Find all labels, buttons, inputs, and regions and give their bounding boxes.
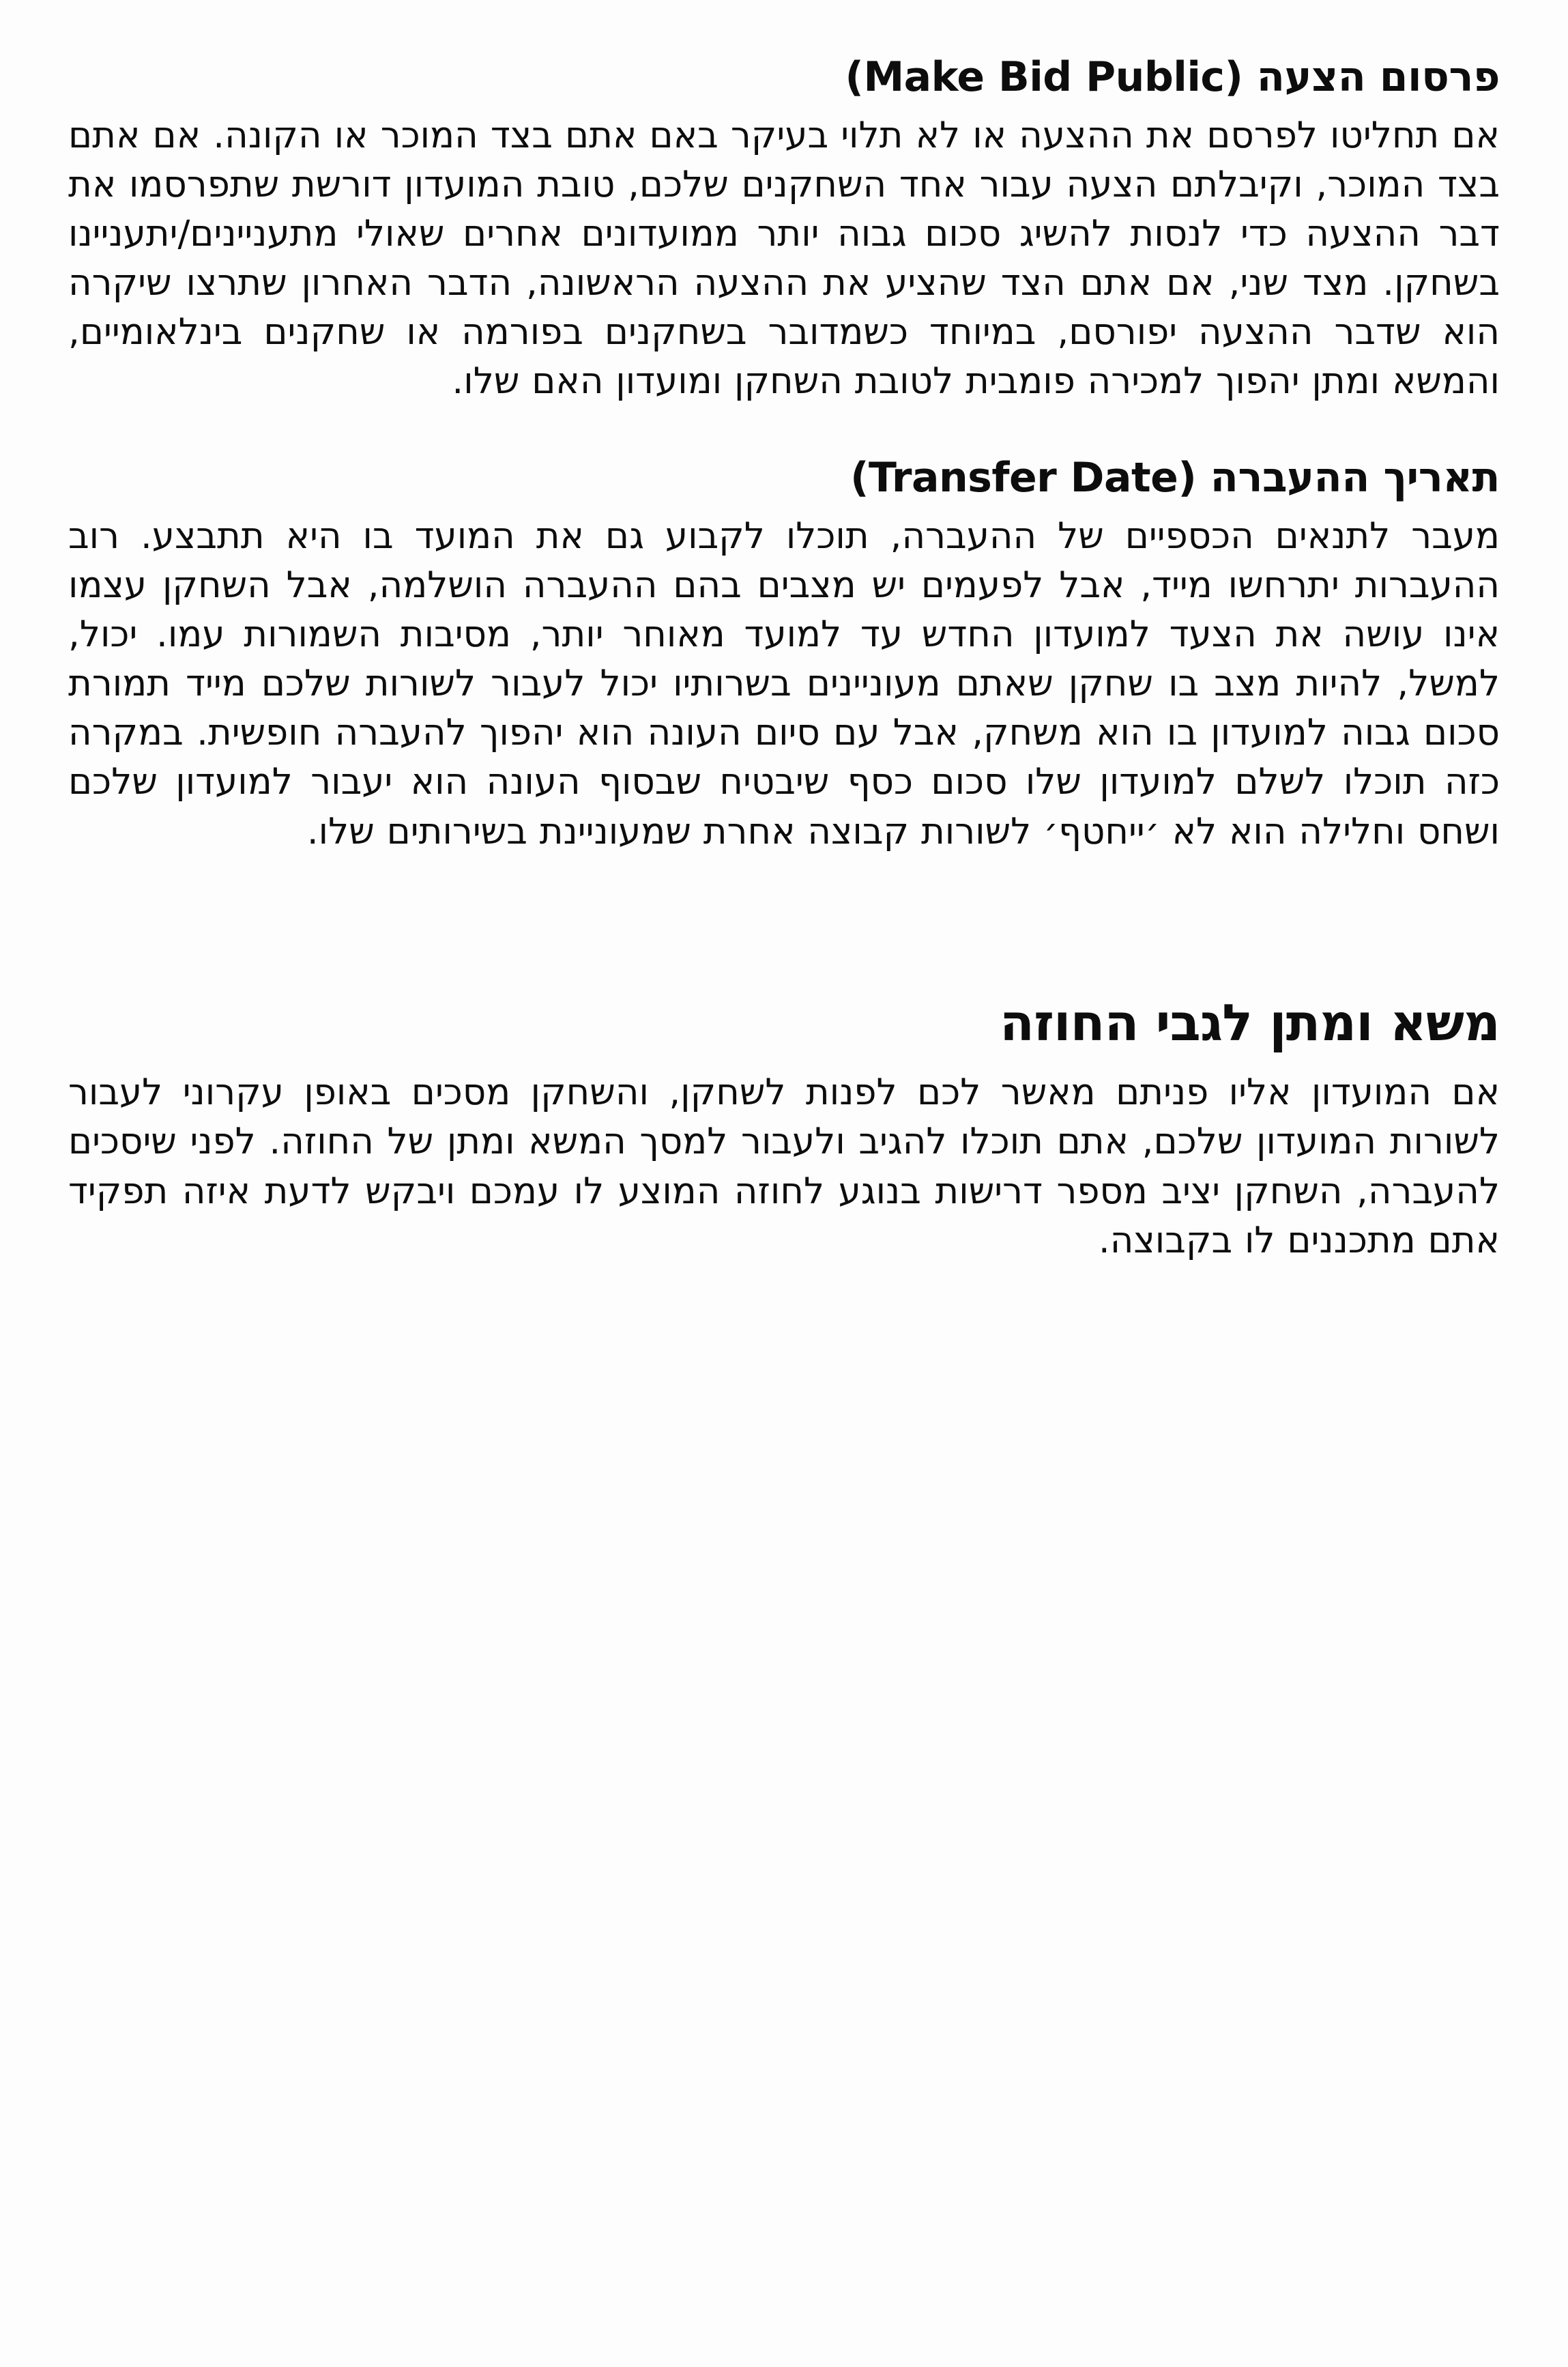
section-body-make-bid-public: אם תחליטו לפרסם את ההצעה או לא תלוי בעיקר באם אתם בצד המוכר או הקונה. אם אתם בצד המוכר, וקיבלתם הצעה עבור אחד השחקנים שלכם, טובת המועדון דורשת שתפרסמו את דבר ההצעה כדי לנסות להשיג סכום גבוה יותר ממועדונים אחרים שאולי מתעניינים/יתעניינו בשחקן. מצד שני, אם אתם הצד שהציע את ההצעה הראשונה, הדבר האחרון שתרצו שיקרה הוא שדבר ההצעה יפורסם, במיוחד כשמדובר בשחקנים בפורמה או שחקנים בינלאומיים, והמשא ומתן יהפוך למכירה פומבית לטובת השחקן ומועדון האם שלו. xyxy=(68,114,1500,403)
section-transfer-date xyxy=(68,454,1500,856)
section-contract-negotiation xyxy=(68,993,1500,1265)
page-content xyxy=(68,53,1500,1265)
section-body-transfer-date: מעבר לתנאים הכספיים של ההעברה, תוכלו לקבוע גם את המועד בו היא תתבצע. רוב ההעברות יתרחשו מייד, אבל לפעמים יש מצבים בהם ההעברה הושלמה, אבל השחקן עצמו אינו עושה את הצעד למועדון החדש עד למועד מאוחר יותר, מסיבות השמורות עמו. יכול, למשל, להיות מצב בו שחקן שאתם מעוניינים בשרותיו יכול לעבור לשורות שלכם מייד תמורת סכום גבוה למועדון בו הוא משחק, אבל עם סיום העונה הוא יהפוך להעברה חופשית. במקרה כזה תוכלו לשלם למועדון שלו סכום כסף שיבטיח שבסוף העונה הוא יעבור למועדון שלכם ושחס וחלילה הוא לא ׳ייחטף׳ לשורות קבוצה אחרת שמעוניינת בשירותים שלו. xyxy=(68,515,1500,852)
section-heading-make-bid-public: פרסום הצעה (Make Bid Public) xyxy=(845,53,1500,101)
section-heading-transfer-date: תאריך ההעברה (Transfer Date) xyxy=(850,454,1500,502)
section-body-contract-negotiation: אם המועדון אליו פניתם מאשר לכם לפנות לשחקן, והשחקן מסכים באופן עקרוני לעבור לשורות המועדון שלכם, אתם תוכלו להגיב ולעבור למסך המשא ומתן של החוזה. לפני שיסכים להעברה, השחקן יציב מספר דרישות בנוגע לחוזה המוצע לו עמכם ויבקש לדעת איזה תפקיד אתם מתכננים לו בקבוצה. xyxy=(68,1072,1500,1261)
section-make-bid-public xyxy=(68,53,1500,406)
section-heading-contract-negotiation: משא ומתן לגבי החוזה xyxy=(1000,993,1500,1052)
spacer-1 xyxy=(68,406,1500,454)
spacer-2 xyxy=(68,857,1500,993)
